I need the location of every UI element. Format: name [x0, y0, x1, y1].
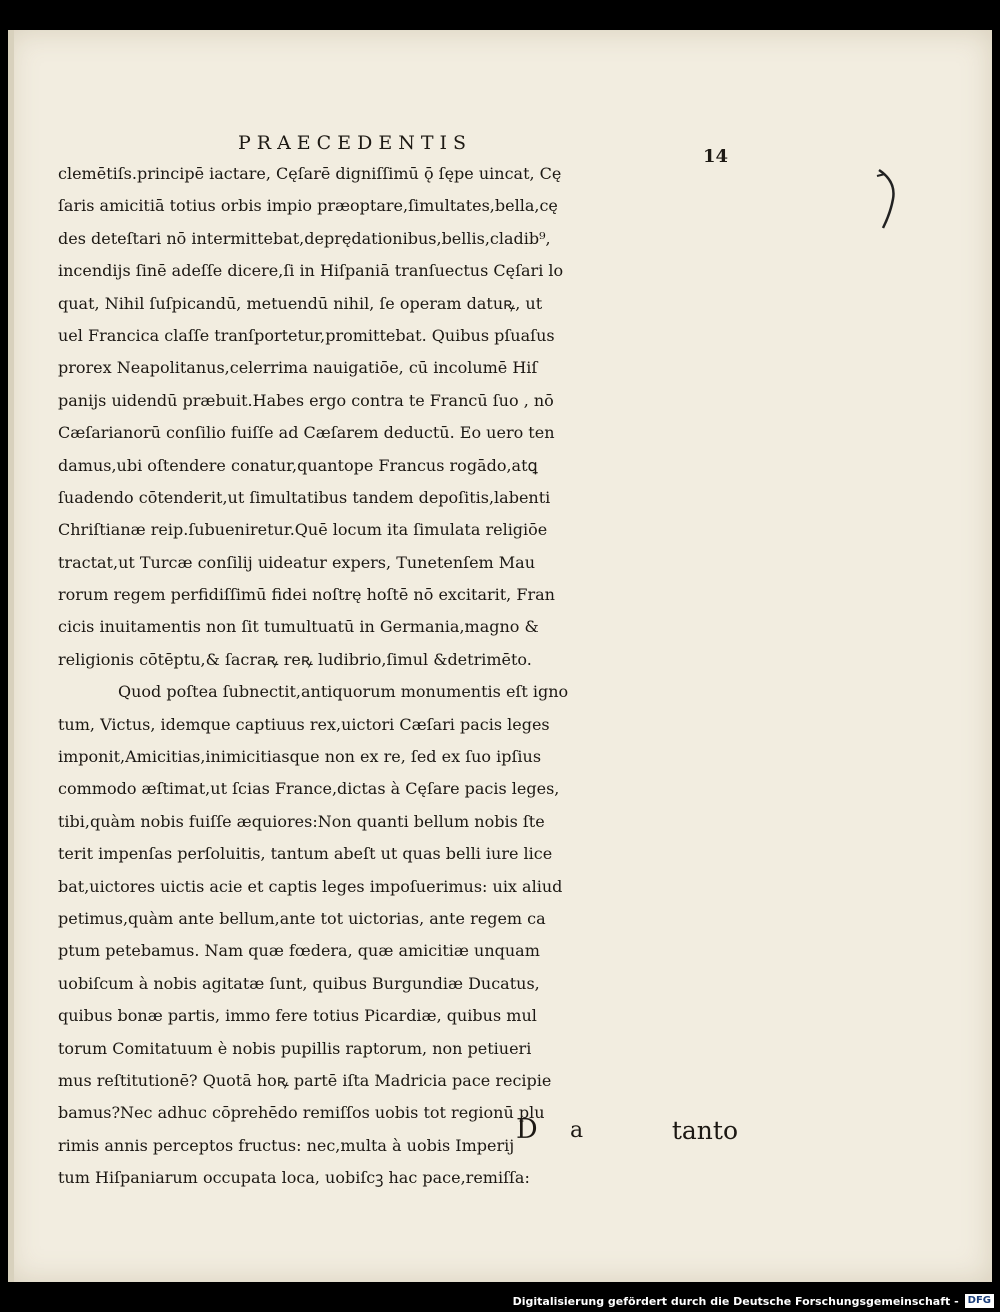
marginal-bracket-icon: [875, 168, 905, 230]
text-line: tibi,quàm nobis fuiſſe æquiores:Non quanti bellum nobis ſte: [58, 811, 545, 831]
text-line: uel Francica claſſe tranſportetur,promittebat. Quibus pſuaſus: [58, 325, 555, 345]
text-line: ptum petebamus. Nam quæ fœdera, quæ amicitiæ unquam: [58, 941, 540, 961]
text-line: panijs uidendū præbuit.Habes ergo contra te Francū ſuo , nō: [58, 390, 554, 410]
text-line: religionis cōtēptu,& ſacraꝶ reꝶ ludibrio,ſimul &detrimēto.: [58, 649, 532, 669]
text-line: rorum regem perfidiſſimū fidei noſtrę hoſtē nō excitarit, Fran: [58, 585, 555, 605]
text-line: clemētiſs.principē iactare, Cęſarē digniſſimū ǭ ſępe uincat, Cę: [58, 164, 562, 183]
text-line: imponit,Amicitias,inimicitiasque non ex re, ſed ex ſuo ipſius: [58, 747, 542, 767]
text-line: incendijs ſinē adeſſe dicere,ſi in Hiſpaniā tranſuectus Cęſari lo: [58, 261, 564, 281]
paragraph-start-line: Quod poſtea ſubnectit,antiquorum monumentis eſt igno: [118, 682, 569, 702]
signature-row: [516, 1114, 738, 1148]
signature-mark: D: [516, 1114, 538, 1145]
page-number: 14: [703, 146, 729, 167]
text-line: prorex Neapolitanus,celerrima nauigatiōe, cū incolumē Hiſ: [58, 358, 538, 378]
text-line: tum Hiſpaniarum occupata loca, uobiſcꝫ hac pace,remiſſa:: [58, 1168, 530, 1188]
text-line: quat, Nihil ſuſpicandū, metuendū nihil, ſe operam datuꝶ, ut: [58, 293, 543, 313]
dfg-logo: DFG: [965, 1294, 994, 1308]
signature-number: a: [570, 1118, 584, 1143]
text-line: uobiſcum à nobis agitatæ ſunt, quibus Burgundiæ Ducatus,: [58, 973, 540, 993]
text-line: tum, Victus, idemque captiuus rex,uictori Cæſari pacis leges: [58, 714, 550, 734]
text-line: torum Comitatuum è nobis pupillis raptorum, non petiueri: [58, 1038, 532, 1058]
body-text: [58, 158, 758, 1195]
running-head: PRAECEDENTIS: [238, 132, 473, 154]
text-line: bamus?Nec adhuc cōprehēdo remiſſos uobis tot regionū plu: [58, 1103, 545, 1123]
text-line: Cæſarianorū conſilio fuiſſe ad Cæſarem deductū. Eo uero ten: [58, 423, 555, 443]
text-line: terit impenſas perſoluitis, tantum abeſt ut quas belli iure lice: [58, 844, 553, 864]
text-line: commodo æſtimat,ut ſcias France,dictas à Cęſare pacis leges,: [58, 779, 560, 799]
text-line: Chriſtianæ reip.ſubueniretur.Quē locum ita ſimulata religiōe: [58, 520, 548, 540]
text-line: tractat,ut Turcæ conſilij uideatur expers, Tunetenſem Mau: [58, 552, 536, 572]
text-line: petimus,quàm ante bellum,ante tot uictorias, ante regem ca: [58, 908, 546, 928]
page-edge: [8, 30, 14, 1282]
text-line: des deteſtari nō intermittebat,deprędationibus,bellis,cladib⁹,: [58, 228, 551, 248]
footer-text: Digitalisierung gefördert durch die Deutsche Forschungsgemeinschaft -: [512, 1294, 959, 1308]
text-line: damus,ubi oſtendere conatur,quantope Francus rogādo,atꝗ: [58, 455, 538, 475]
text-line: mus reſtitutionē? Quotā hoꝶ partē iſta Madricia pace recipie: [58, 1070, 552, 1090]
text-line: ſuadendo cōtenderit,ut ſimultatibus tandem depoſitis,labenti: [58, 487, 551, 507]
text-line: bat,uictores uictis acie et captis leges impoſuerimus: uix aliud: [58, 876, 563, 896]
text-line: rimis annis perceptos fructus: nec,multa à uobis Imperij: [58, 1135, 515, 1155]
catchword: tanto: [671, 1116, 738, 1145]
text-line: quibus bonæ partis, immo fere totius Picardiæ, quibus mul: [58, 1006, 537, 1026]
footer-credit: [513, 1293, 994, 1309]
text-line: cicis inuitamentis non ſit tumultuatū in Germania,magno &: [58, 617, 539, 637]
text-line: ſaris amicitiā totius orbis impio præoptare,ſimultates,bella,cę: [58, 196, 558, 216]
